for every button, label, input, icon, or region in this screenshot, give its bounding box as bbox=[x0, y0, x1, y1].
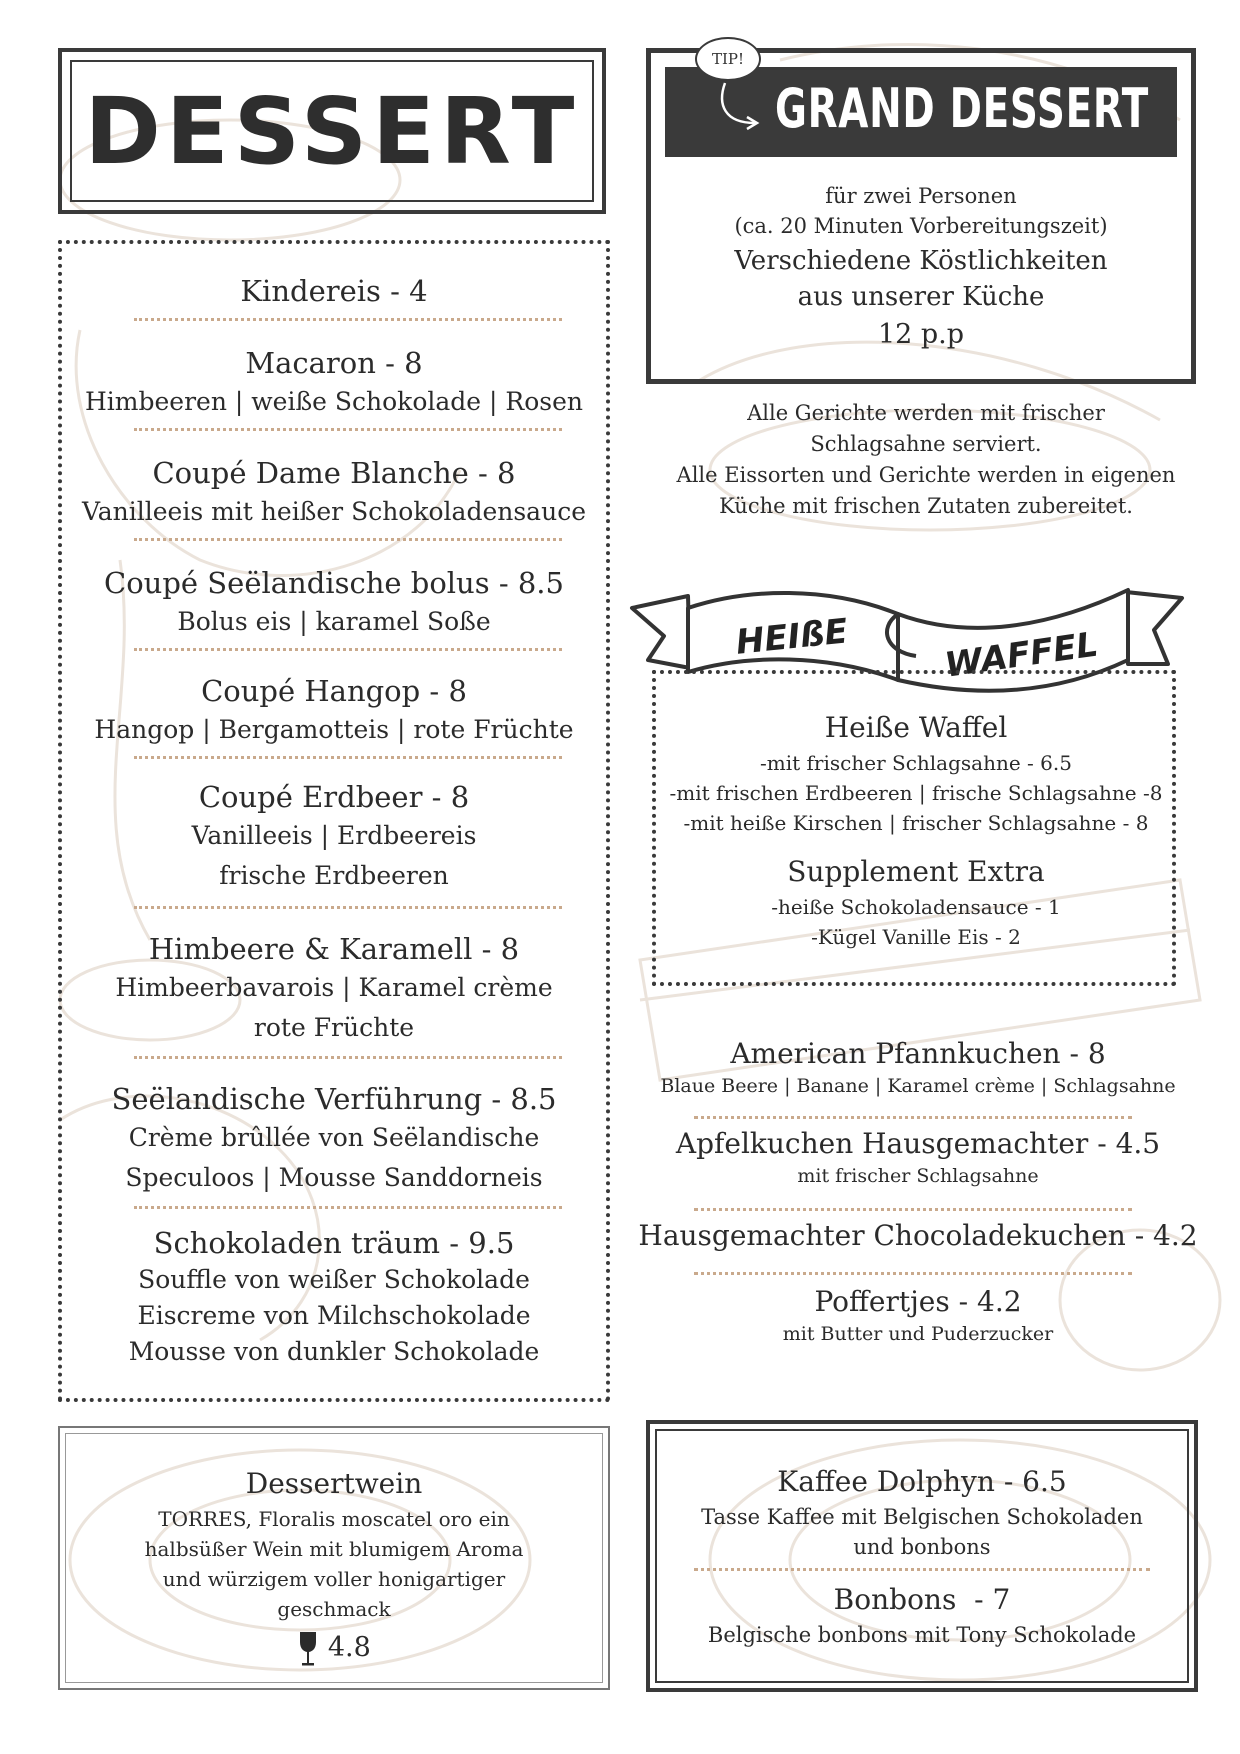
item-description: mit Butter und Puderzucker bbox=[782, 1323, 1054, 1345]
banner-right-text: WAFFEL bbox=[942, 624, 1101, 686]
waffel-option: -mit frischer Schlagsahne - 6.5 bbox=[760, 751, 1072, 775]
waffel-name: Heiße Waffel bbox=[824, 711, 1008, 744]
item-description: Himbeerbavarois | Karamel crème bbox=[115, 973, 553, 1002]
item-name: Seëlandische Verführung - 8.5 bbox=[111, 1082, 557, 1116]
supplement-option: -Kügel Vanille Eis - 2 bbox=[811, 925, 1021, 949]
dessert-list bbox=[58, 240, 610, 1402]
item-name: Poffertjes - 4.2 bbox=[814, 1285, 1022, 1318]
item-name: Hausgemachter Chocoladekuchen - 4.2 bbox=[638, 1219, 1198, 1252]
coffee-description: Tasse Kaffee mit Belgischen Schokoladen bbox=[701, 1505, 1143, 1529]
tip-badge: TIP! bbox=[695, 37, 761, 81]
item-description: mit frischer Schlagsahne bbox=[797, 1165, 1039, 1187]
item-description: Himbeeren | weiße Schokolade | Rosen bbox=[85, 387, 583, 416]
item-name: Macaron - 8 bbox=[245, 346, 423, 380]
grand-dessert-box bbox=[646, 48, 1196, 384]
list-item bbox=[62, 272, 606, 310]
item-description: rote Früchte bbox=[253, 1013, 415, 1042]
item-name: Coupé Hangop - 8 bbox=[201, 674, 467, 708]
item-name: American Pfannkuchen - 8 bbox=[730, 1037, 1106, 1070]
list-item bbox=[62, 930, 606, 1048]
dotted-divider bbox=[134, 1056, 562, 1059]
dotted-divider bbox=[134, 538, 562, 541]
title-frame bbox=[58, 48, 606, 214]
wine-description: halbsüßer Wein mit blumigem Aroma bbox=[144, 1537, 524, 1561]
title-inner-frame bbox=[70, 60, 594, 202]
item-name: Coupé Erdbeer - 8 bbox=[198, 780, 470, 814]
item-name: Kindereis - 4 bbox=[240, 274, 428, 308]
list-item bbox=[628, 1284, 1208, 1348]
supplement-option: -heiße Schokoladensauce - 1 bbox=[771, 895, 1061, 919]
list-item bbox=[62, 1224, 606, 1370]
curved-arrow-icon bbox=[711, 79, 771, 139]
note-line: Alle Gerichte werden mit frischer bbox=[747, 401, 1105, 425]
list-item bbox=[628, 1036, 1208, 1100]
list-item bbox=[62, 1080, 606, 1198]
waffel-option: -mit frischen Erdbeeren | frische Schlagsahne -8 bbox=[669, 781, 1163, 805]
item-description: Souffle von weißer Schokolade bbox=[138, 1265, 530, 1294]
coffee-name: Kaffee Dolphyn - 6.5 bbox=[777, 1465, 1067, 1498]
dotted-divider bbox=[134, 648, 562, 651]
dotted-divider bbox=[134, 1206, 562, 1209]
wine-price: 4.8 bbox=[327, 1632, 371, 1663]
list-item bbox=[62, 344, 606, 422]
dotted-divider bbox=[694, 1208, 1132, 1211]
note-line: Schlagsahne serviert. bbox=[810, 432, 1042, 456]
dotted-divider bbox=[134, 906, 562, 909]
list-item bbox=[62, 672, 606, 750]
item-description: Blaue Beere | Banane | Karamel crème | Schlagsahne bbox=[660, 1075, 1176, 1097]
grand-persons: für zwei Personen bbox=[825, 184, 1017, 208]
item-description: Vanilleeis | Erdbeereis bbox=[191, 821, 477, 850]
wine-description: TORRES, Floralis moscatel oro ein bbox=[158, 1507, 510, 1531]
dessert-wine-box bbox=[58, 1426, 610, 1690]
dotted-divider bbox=[694, 1568, 1150, 1571]
note-line: Alle Eissorten und Gerichte werden in eigenen bbox=[676, 463, 1176, 487]
wine-glass-icon bbox=[297, 1630, 319, 1668]
dotted-divider bbox=[134, 756, 562, 759]
item-description: Hangop | Bergamotteis | rote Früchte bbox=[94, 715, 574, 744]
wine-title: Dessertwein bbox=[245, 1467, 423, 1500]
list-item bbox=[62, 564, 606, 642]
grand-price: 12 p.p bbox=[877, 319, 965, 350]
item-name: Himbeere & Karamell - 8 bbox=[148, 932, 520, 966]
list-item bbox=[62, 778, 606, 896]
menu-title: DESSERT bbox=[84, 77, 580, 185]
dotted-divider bbox=[134, 428, 562, 431]
bonbons-description: Belgische bonbons mit Tony Schokolade bbox=[707, 1623, 1137, 1647]
info-note bbox=[646, 398, 1206, 522]
item-name: Coupé Seëlandische bolus - 8.5 bbox=[104, 566, 564, 600]
bonbons-name: Bonbons - 7 bbox=[833, 1583, 1011, 1616]
wine-description: und würzigem voller honigartiger bbox=[162, 1567, 506, 1591]
waffel-box bbox=[652, 670, 1176, 986]
item-description: Crème brûllée von Seëlandische bbox=[128, 1123, 540, 1152]
item-description: frische Erdbeeren bbox=[219, 861, 449, 890]
item-description: Eiscreme von Milchschokolade bbox=[137, 1301, 531, 1330]
wine-price-row bbox=[60, 1628, 608, 1668]
list-item bbox=[62, 454, 606, 532]
note-line: Küche mit frischen Zutaten zubereitet. bbox=[719, 494, 1133, 518]
item-description: Vanilleeis mit heißer Schokoladensauce bbox=[81, 497, 586, 526]
item-description: Bolus eis | karamel Soße bbox=[177, 607, 491, 636]
item-name: Coupé Dame Blanche - 8 bbox=[152, 456, 516, 490]
item-name: Apfelkuchen Hausgemachter - 4.5 bbox=[675, 1127, 1161, 1160]
dotted-divider bbox=[694, 1272, 1132, 1275]
list-item bbox=[628, 1126, 1208, 1190]
dotted-divider bbox=[134, 318, 562, 321]
dotted-divider bbox=[694, 1116, 1132, 1119]
waffel-option: -mit heiße Kirschen | frischer Schlagsahne - 8 bbox=[683, 811, 1149, 835]
banner-left-text: HEIßE bbox=[734, 611, 850, 663]
grand-dessert-title: GRAND DESSERT bbox=[775, 77, 1150, 140]
coffee-box bbox=[646, 1420, 1198, 1692]
supplement-title: Supplement Extra bbox=[787, 855, 1045, 888]
grand-prep-time: (ca. 20 Minuten Vorbereitungszeit) bbox=[734, 214, 1108, 238]
wine-description: geschmack bbox=[277, 1597, 391, 1621]
item-description: Mousse von dunkler Schokolade bbox=[128, 1337, 540, 1366]
grand-description: Verschiedene Köstlichkeiten bbox=[734, 246, 1108, 276]
grand-description: aus unserer Küche bbox=[797, 282, 1045, 312]
coffee-description: und bonbons bbox=[853, 1535, 991, 1559]
list-item bbox=[628, 1218, 1208, 1254]
item-name: Schokoladen träum - 9.5 bbox=[153, 1226, 515, 1260]
item-description: Speculoos | Mousse Sanddorneis bbox=[125, 1163, 543, 1192]
